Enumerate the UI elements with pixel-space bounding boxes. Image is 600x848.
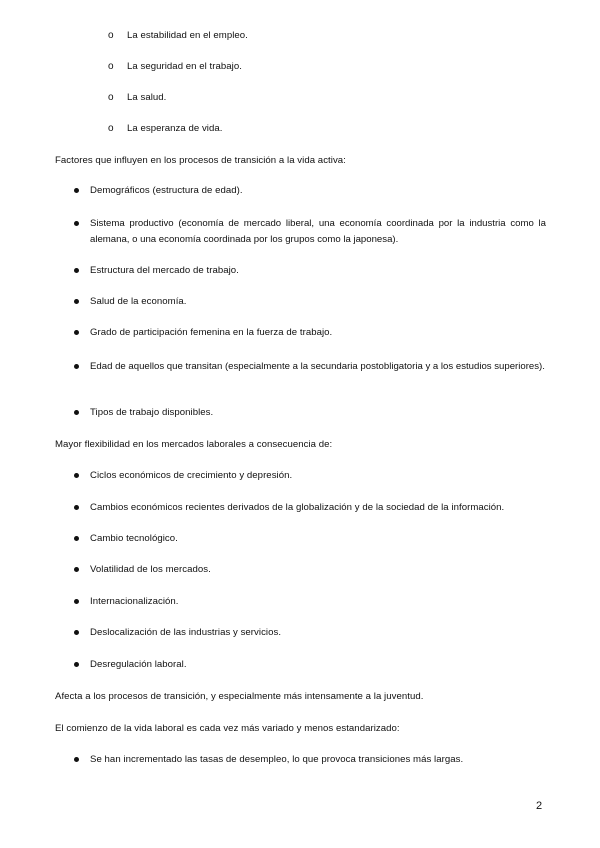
bullet-icon	[74, 567, 79, 572]
list-item-flexibilidad: Cambios económicos recientes derivados de la globalización y de la sociedad de la información.	[90, 502, 505, 513]
bullet-icon	[74, 505, 79, 510]
sub-list-item: La seguridad en el trabajo.	[127, 61, 242, 72]
sub-bullet-marker: o	[108, 92, 114, 103]
list-item-flexibilidad: Deslocalización de las industrias y servicios.	[90, 627, 282, 638]
heading-flexibilidad: Mayor flexibilidad en los mercados laborales a consecuencia de:	[55, 439, 333, 450]
bullet-icon	[74, 268, 79, 273]
bullet-icon	[74, 221, 79, 226]
list-item-flexibilidad: Internacionalización.	[90, 596, 179, 607]
bullet-icon	[74, 473, 79, 478]
bullet-icon	[74, 299, 79, 304]
bullet-icon	[74, 364, 79, 369]
list-item-flexibilidad: Ciclos económicos de crecimiento y depresión.	[90, 470, 293, 481]
paragraph-afecta: Afecta a los procesos de transición, y especialmente más intensamente a la juventud.	[55, 691, 424, 702]
bullet-icon	[74, 410, 79, 415]
sub-bullet-marker: o	[108, 30, 114, 41]
page-number: 2	[536, 800, 543, 812]
list-item-comienzo: Se han incrementado las tasas de desempleo, lo que provoca transiciones más largas.	[90, 754, 464, 765]
list-item-flexibilidad: Desregulación laboral.	[90, 659, 187, 670]
bullet-icon	[74, 757, 79, 762]
list-item-factor: Estructura del mercado de trabajo.	[90, 265, 239, 276]
list-item-flexibilidad: Volatilidad de los mercados.	[90, 564, 211, 575]
sub-bullet-marker: o	[108, 123, 114, 134]
bullet-icon	[74, 630, 79, 635]
sub-list-item: La estabilidad en el empleo.	[127, 30, 248, 41]
bullet-icon	[74, 330, 79, 335]
list-item-factor: Tipos de trabajo disponibles.	[90, 407, 214, 418]
heading-factores: Factores que influyen en los procesos de transición a la vida activa:	[55, 155, 346, 166]
list-item-factor: Grado de participación femenina en la fuerza de trabajo.	[90, 327, 333, 338]
bullet-icon	[74, 662, 79, 667]
list-item-factor: Demográficos (estructura de edad).	[90, 185, 243, 196]
bullet-icon	[74, 188, 79, 193]
list-item-flexibilidad: Cambio tecnológico.	[90, 533, 178, 544]
bullet-icon	[74, 599, 79, 604]
sub-list-item: La salud.	[127, 92, 167, 103]
paragraph-comienzo: El comienzo de la vida laboral es cada vez más variado y menos estandarizado:	[55, 723, 400, 734]
sub-list-item: La esperanza de vida.	[127, 123, 223, 134]
sub-bullet-marker: o	[108, 61, 114, 72]
list-item-factor: Salud de la economía.	[90, 296, 187, 307]
list-item-factor: Edad de aquellos que transitan (especialmente a la secundaria postobligatoria y a los estudios superiores).	[90, 361, 545, 372]
bullet-icon	[74, 536, 79, 541]
list-item-factor: Sistema productivo (economía de mercado liberal, una economía coordinada por la industria como la alemana, o una economía coordinada por los grupos como la japonesa).	[90, 218, 546, 245]
